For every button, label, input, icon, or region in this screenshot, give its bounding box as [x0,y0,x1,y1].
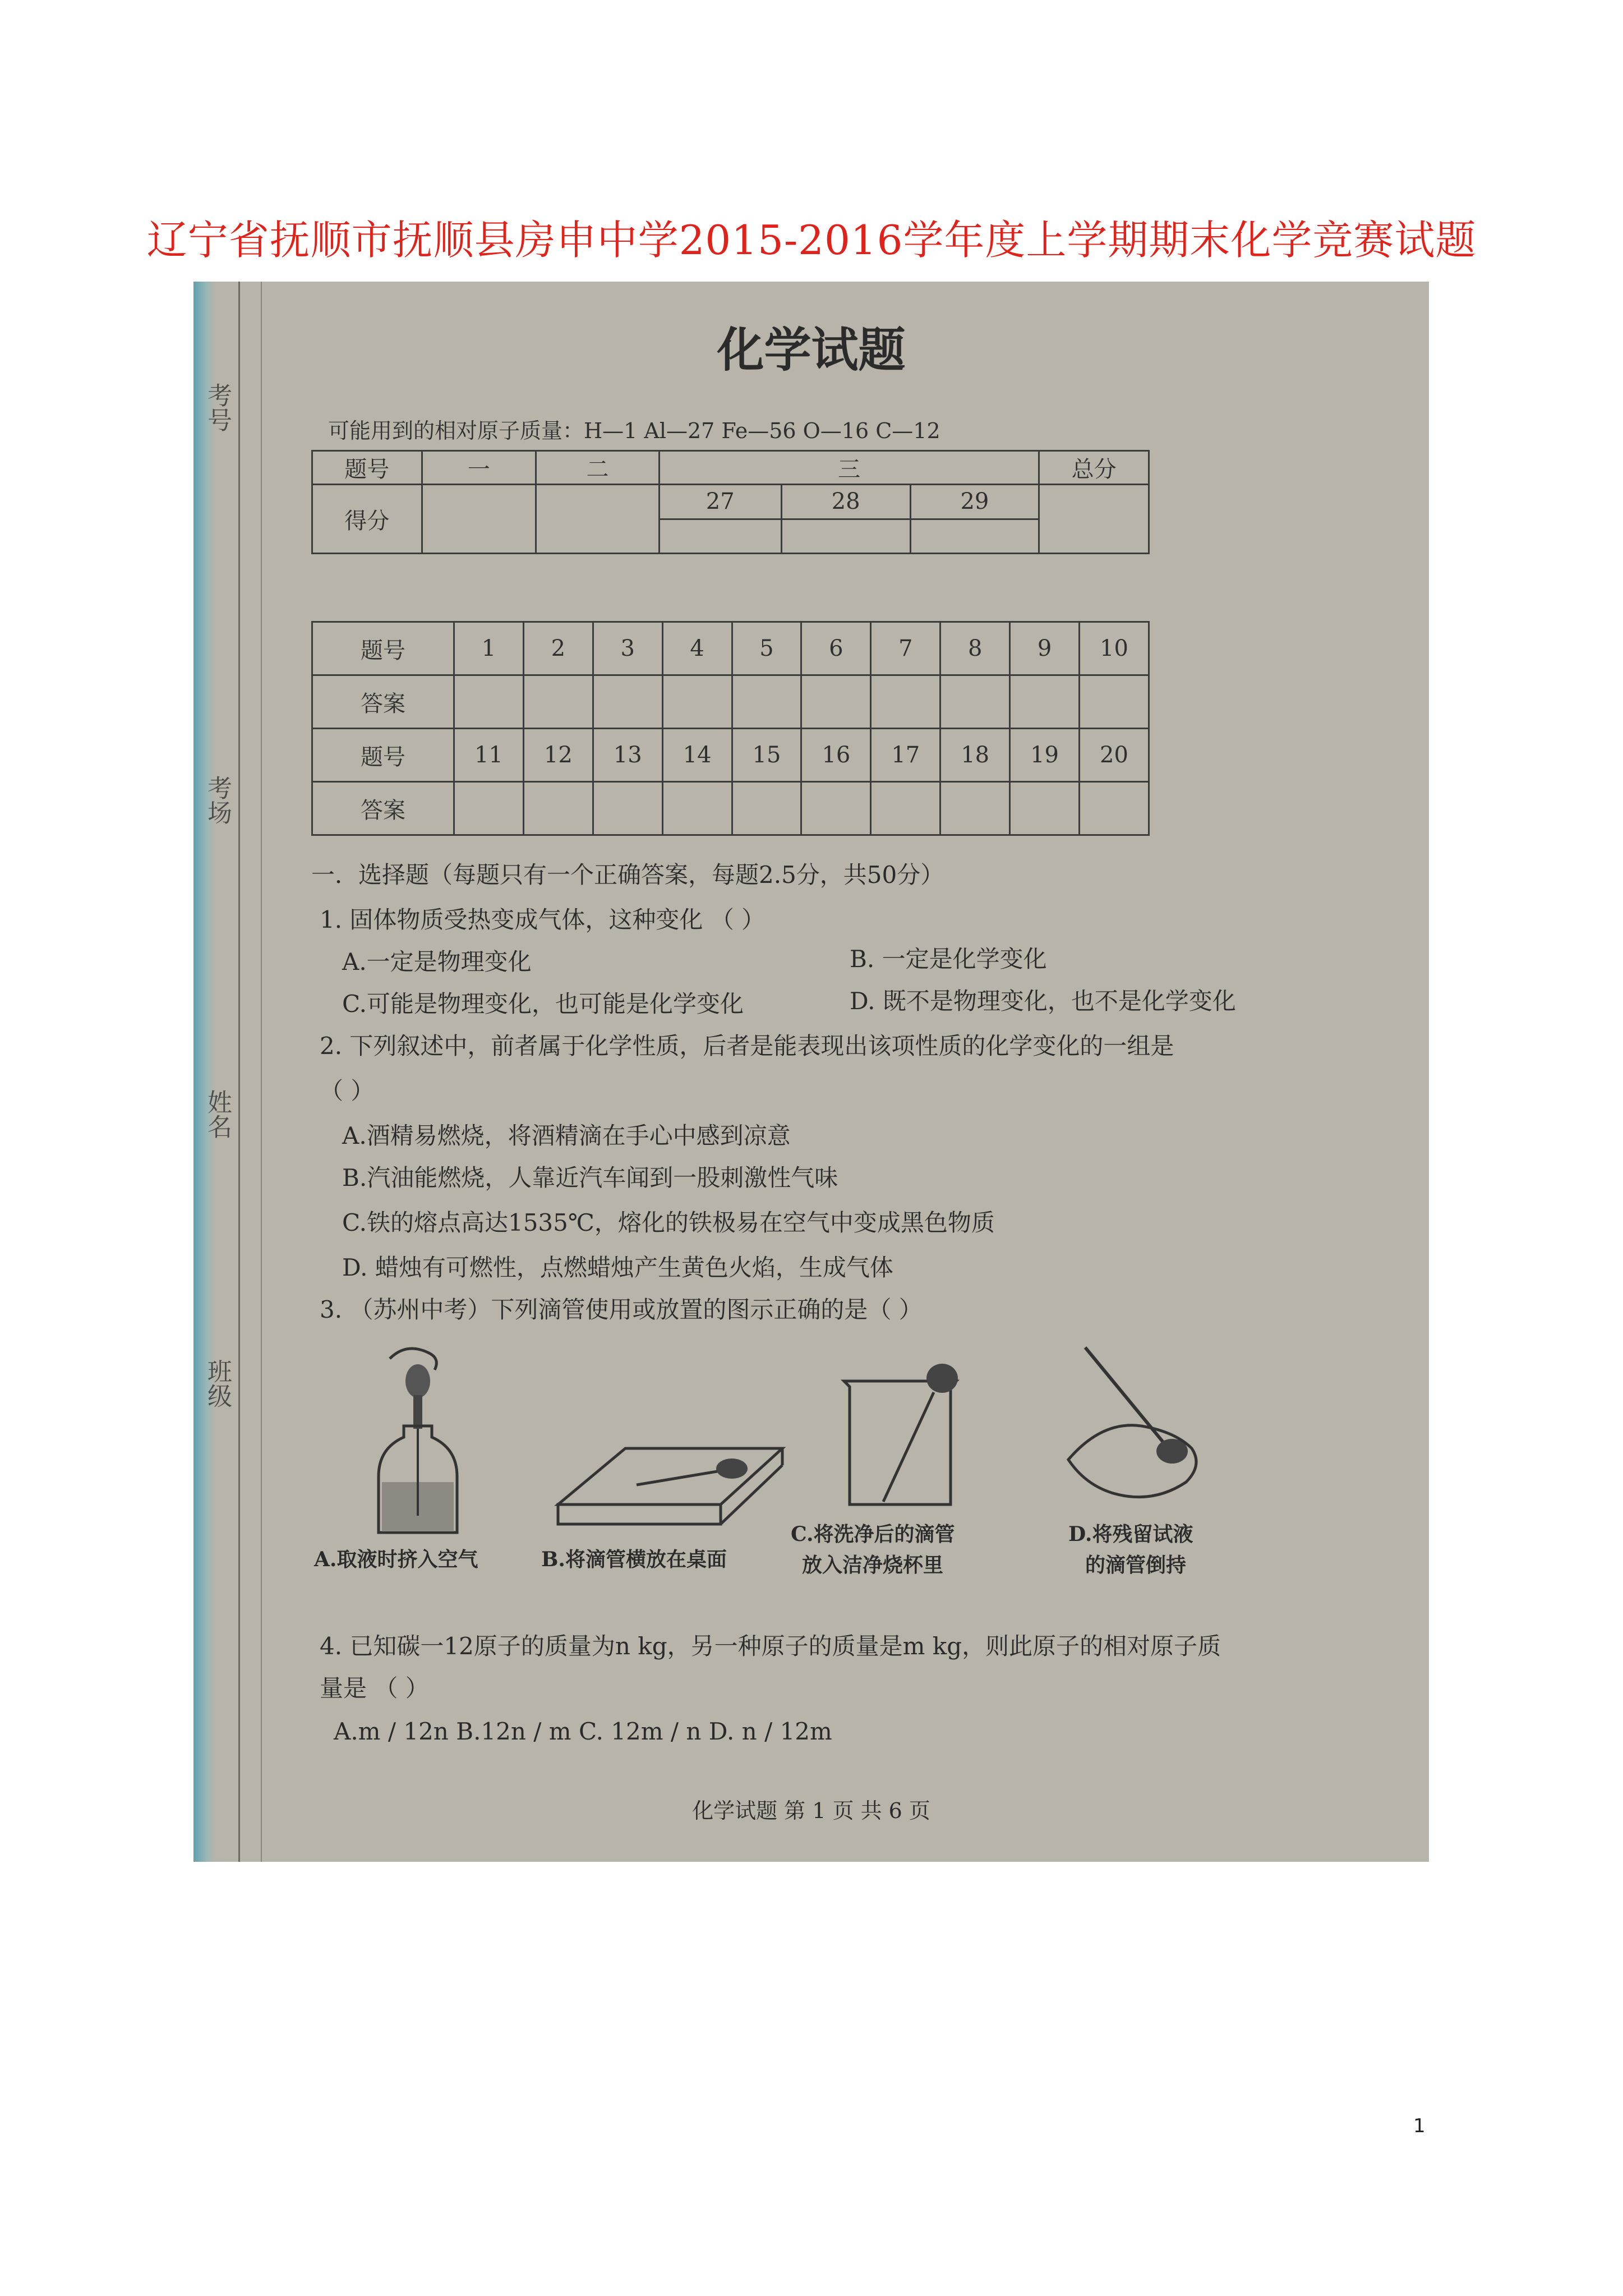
answer-cell [662,675,732,729]
answer-q-num: 10 [1080,622,1149,675]
exam-title: 化学试题 [717,323,906,378]
q2-bracket: （ ） [320,1077,375,1105]
page-number: 1 [1413,2115,1426,2137]
answer-cell [732,782,801,835]
score-header-1: 一 [422,451,536,485]
q4-options: A.m / 12n B.12n / m C. 12m / n D. n / 12m [334,1718,832,1745]
answer-q-label: 题号 [312,729,454,782]
answer-table-row [312,622,1149,675]
answer-table-row [312,782,1149,835]
score-cell-2 [536,485,660,554]
answer-cell [593,782,662,835]
answer-q-num: 2 [523,622,593,675]
score-header-label: 题号 [312,451,422,485]
answer-q-num: 19 [1010,729,1080,782]
figure-b-caption: B.将滴管横放在桌面 [541,1548,727,1571]
answer-cell [662,782,732,835]
answer-table [311,621,1150,836]
answer-q-num: 3 [593,622,662,675]
answer-cell [1080,782,1149,835]
q2-option-b: B.汽油能燃烧，人靠近汽车闻到一股刺激性气味 [342,1164,838,1191]
answer-table-row [312,675,1149,729]
answer-cell [454,675,524,729]
figure-a-caption: A.取液时挤入空气 [314,1548,478,1571]
q1-option-d: D. 既不是物理变化，也不是化学变化 [850,987,1236,1015]
score-header-total: 总分 [1039,451,1149,485]
answer-q-num: 20 [1080,729,1149,782]
q1-stem: 1. 固体物质受热变成气体，这种变化 （ ） [320,906,766,933]
answer-q-num: 17 [871,729,940,782]
answer-q-num: 11 [454,729,524,782]
figure-d-dropper-inverted [1057,1336,1225,1516]
answer-table-row [312,729,1149,782]
answer-q-num: 13 [593,729,662,782]
q4-stem: 4. 已知碳一12原子的质量为n kg，另一种原子的质量是m kg，则此原子的相对原子质 [320,1632,1221,1660]
figure-b-dropper-table [552,1432,788,1538]
answer-cell [732,675,801,729]
binding-line [238,282,240,1862]
answer-q-num: 7 [871,622,940,675]
answer-cell [523,675,593,729]
q2-option-d: D. 蜡烛有可燃性，点燃蜡烛产生黄色火焰，生成气体 [342,1254,893,1281]
answer-q-num: 4 [662,622,732,675]
q2-option-c: C.铁的熔点高达1535℃，熔化的铁极易在空气中变成黑色物质 [342,1209,995,1236]
side-label-exam-no: 考号 [203,383,232,432]
q1-option-c: C.可能是物理变化，也可能是化学变化 [342,990,744,1018]
answer-cell [871,675,940,729]
exam-photo [193,282,1429,1862]
score-sub-28: 28 [781,485,910,519]
figure-a-dropper-bottle [351,1336,496,1538]
answer-cell [871,782,940,835]
answer-cell [940,782,1010,835]
answer-q-num: 16 [801,729,871,782]
answer-q-num: 12 [523,729,593,782]
figure-c-caption-2: 放入洁净烧杯里 [802,1553,944,1577]
answer-a-label: 答案 [312,675,454,729]
q1-option-a: A.一定是物理变化 [342,948,532,976]
section-1-heading: 一．选择题（每题只有一个正确答案，每题2.5分，共50分） [311,861,944,889]
figure-d-caption-2: 的滴管倒持 [1085,1553,1187,1577]
score-cell-29 [910,519,1039,554]
figure-c-caption-1: C.将洗净后的滴管 [791,1522,955,1546]
score-header-2: 二 [536,451,660,485]
exam-footer: 化学试题 第 1 页 共 6 页 [692,1798,930,1823]
score-sub-27: 27 [659,485,781,519]
answer-cell [1010,782,1080,835]
side-label-class: 班级 [203,1359,232,1408]
score-header-3: 三 [659,451,1039,485]
q2-stem: 2. 下列叙述中，前者属于化学性质，后者是能表现出该项性质的化学变化的一组是 [320,1032,1174,1060]
score-cell-1 [422,485,536,554]
answer-cell [454,782,524,835]
answer-a-label: 答案 [312,782,454,835]
answer-cell [593,675,662,729]
score-cell-28 [781,519,910,554]
score-cell-total [1039,485,1149,554]
answer-cell [1080,675,1149,729]
answer-q-num: 14 [662,729,732,782]
photo-edge [193,282,216,1862]
q1-option-b: B. 一定是化学变化 [850,945,1047,973]
q3-stem: 3. （苏州中考）下列滴管使用或放置的图示正确的是（ ） [320,1296,923,1323]
score-table [311,450,1150,554]
answer-cell [523,782,593,835]
answer-cell [801,675,871,729]
answer-cell [1010,675,1080,729]
answer-q-num: 18 [940,729,1010,782]
answer-q-label: 题号 [312,622,454,675]
answer-cell [940,675,1010,729]
score-cell-27 [659,519,781,554]
figure-d-caption-1: D.将残留试液 [1068,1522,1193,1546]
atomic-mass-line: 可能用到的相对原子质量：H—1 Al—27 Fe—56 O—16 C—12 [328,418,940,443]
side-label-name: 姓名 [203,1089,232,1139]
answer-q-num: 1 [454,622,524,675]
figure-c-dropper-beaker [822,1347,990,1527]
answer-q-num: 15 [732,729,801,782]
binding-line-inner [261,282,262,1862]
document-title: 辽宁省抚顺市抚顺县房申中学2015-2016学年度上学期期末化学竞赛试题 [146,217,1477,264]
answer-q-num: 6 [801,622,871,675]
q4-stem-2: 量是 （ ） [320,1674,429,1702]
q2-option-a: A.酒精易燃烧，将酒精滴在手心中感到凉意 [342,1122,791,1149]
score-sub-29: 29 [910,485,1039,519]
side-label-exam-room: 考场 [203,775,232,825]
answer-q-num: 5 [732,622,801,675]
score-row-label: 得分 [312,485,422,554]
answer-q-num: 9 [1010,622,1080,675]
answer-q-num: 8 [940,622,1010,675]
answer-cell [801,782,871,835]
